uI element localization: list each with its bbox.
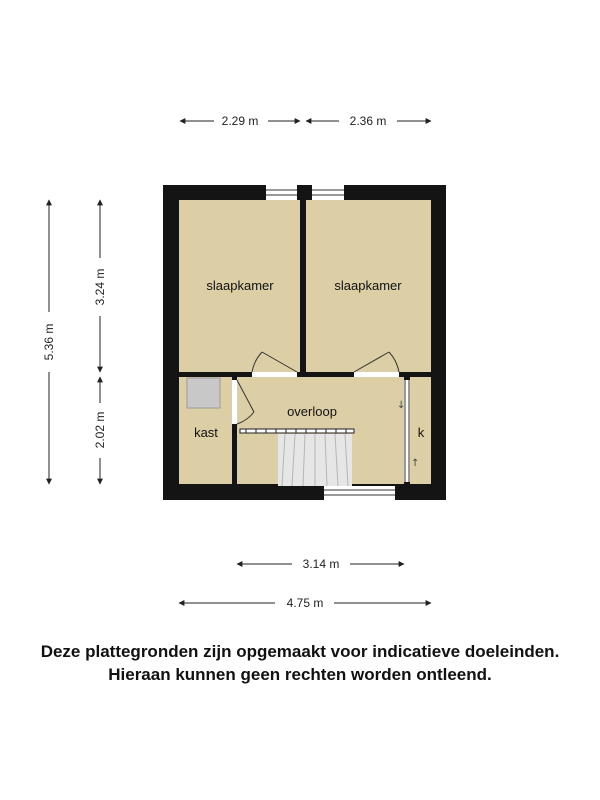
window-top-left: [266, 185, 297, 200]
dimension-label-bottom-total: 4.75 m: [286, 596, 324, 610]
dimension-bottom-total: [179, 596, 431, 610]
dimension-label-left-upper: 3.24 m: [93, 268, 107, 306]
cupboard-up-arrow: ↑: [411, 458, 420, 469]
dimension-bottom-inner: [237, 557, 404, 571]
room-label-bedroom-right: slaapkamer: [334, 278, 402, 293]
dimension-label-left-lower: 2.02 m: [93, 411, 107, 449]
dimension-top-left: [180, 114, 300, 128]
window-top-right: [312, 185, 344, 200]
disclaimer-line-1: Deze plattegronden zijn opgemaakt voor indicatieve doeleinden.: [40, 642, 560, 661]
dimension-left-upper: [93, 200, 107, 372]
dimension-label-top-right: 2.36 m: [349, 114, 387, 128]
room-label-closet: kast: [194, 425, 218, 440]
door-cupboard: [404, 380, 410, 482]
disclaimer-line-2: Hieraan kunnen geen rechten worden ontleend.: [108, 665, 492, 684]
storage-box: [187, 378, 220, 408]
dimension-left-total: [42, 200, 56, 484]
dimension-label-bottom-inner: 3.14 m: [302, 557, 340, 571]
window-bottom: [324, 486, 395, 500]
room-label-cupboard: k: [417, 425, 425, 440]
dimension-label-left-total: 5.36 m: [42, 323, 56, 361]
dimension-top-right: [306, 114, 431, 128]
room-label-landing: overloop: [287, 404, 337, 419]
dimension-left-lower: [93, 377, 107, 484]
stair-railing: [240, 429, 354, 433]
cupboard-down-arrow: ↓: [397, 400, 406, 411]
room-label-bedroom-left: slaapkamer: [206, 278, 274, 293]
dimension-label-top-left: 2.29 m: [221, 114, 259, 128]
